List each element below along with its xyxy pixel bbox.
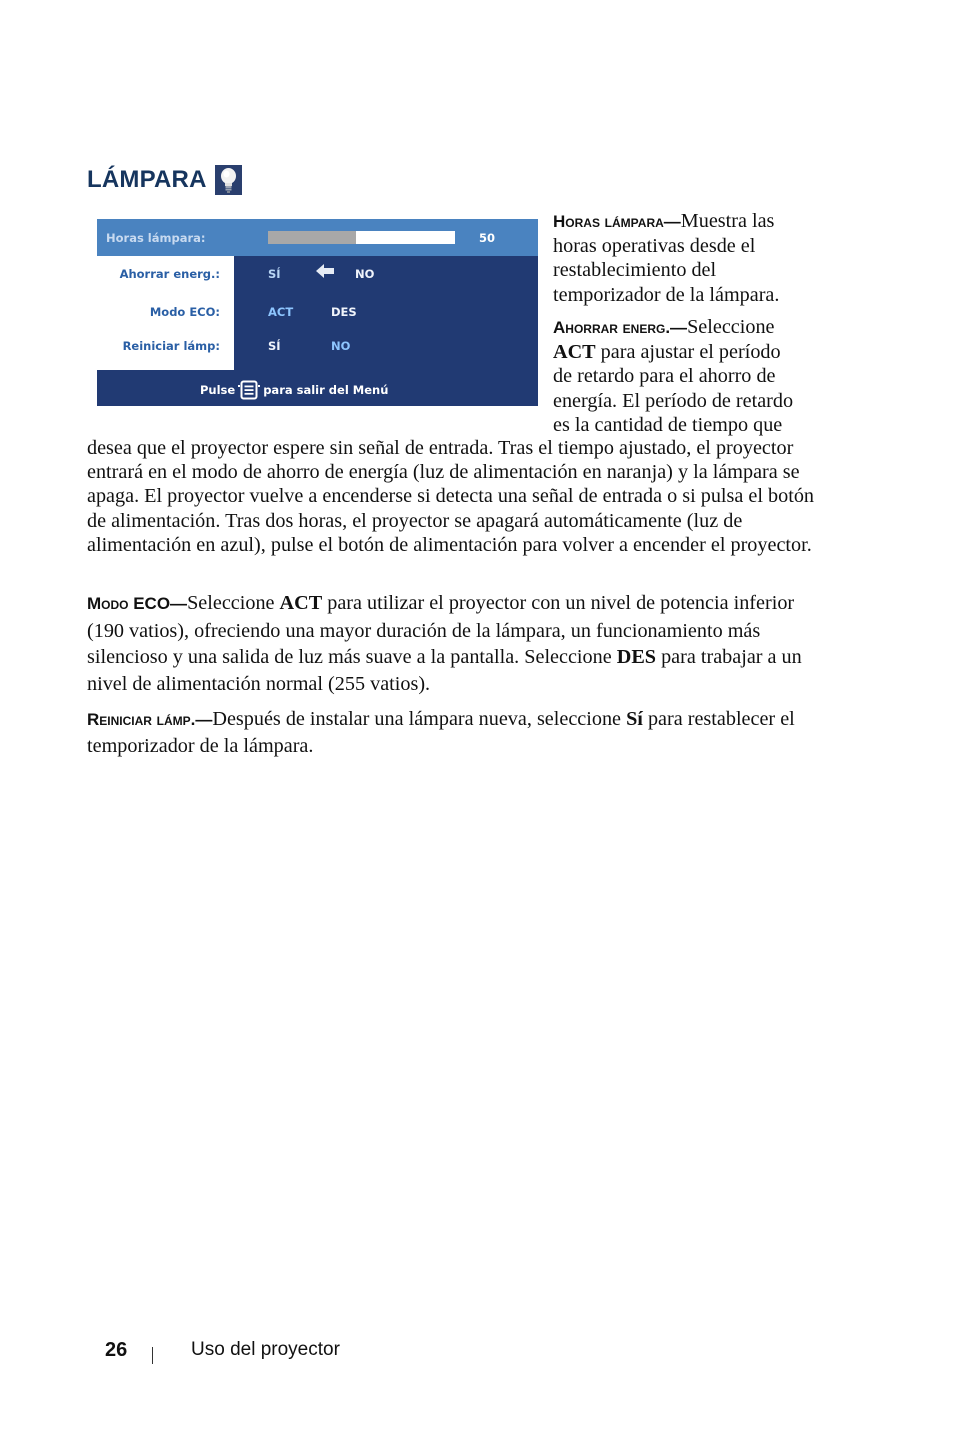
power-save-line-4: energía. El período de retardo (553, 389, 794, 412)
eco-mode-text-3: para trabajar a un nivel de alimentación normal (255 vatios). (87, 646, 802, 695)
power-save-option-yes: SÍ (268, 267, 281, 281)
footer-divider (152, 1347, 153, 1364)
eco-mode-option-des: DES (331, 305, 357, 319)
osd-label-eco-mode: Modo ECO: (149, 305, 220, 319)
lamp-reset-si-label: Sí (626, 708, 643, 730)
eco-mode-act-label: ACT (279, 592, 323, 614)
power-save-line-3: de retardo para el ahorro de (553, 365, 776, 388)
lamp-hours-bar-fill (268, 231, 356, 244)
eco-mode-text-2: para utilizar el proyector con un nivel de potencia inferior (190 vatios), ofreciendo una mayor duración de la lámpara, un funcionamiento más silencioso y una salida de luz más suave a la pantalla. Seleccione (87, 592, 795, 668)
lamp-reset-option-yes: SÍ (268, 339, 281, 353)
eco-mode-option-act: ACT (268, 305, 294, 319)
eco-mode-term: Modo ECO— (87, 594, 188, 613)
lamp-reset-option-no: NO (331, 339, 351, 353)
lamp-reset-description (87, 706, 822, 759)
power-save-option-no: NO (355, 267, 375, 281)
back-arrow-icon (315, 262, 337, 283)
power-save-description-continued: desea que el proyector espere sin señal de entrada. Tras el tiempo ajustado, el proyector entrará en el modo de ahorro de energía (luz de alimentación en naranja) y la lámpara se apaga. El proyector vuelve a encenderse si detecta una señal de entrada o si pulsa el botón de alimentación. Tras dos horas, el proyector se apagará automáticamente (luz de alimentación en azul), pulse el botón de alimentación para volver a encender el proyector. (87, 437, 815, 556)
osd-exit-hint-suffix: para salir del Menú (263, 383, 389, 397)
eco-mode-text-1: Seleccione (187, 592, 280, 614)
lamp-hours-term: Horas lámpara— (553, 212, 681, 231)
power-save-act-label: ACT (553, 341, 596, 364)
lamp-osd-menu (97, 219, 538, 406)
osd-exit-hint (200, 380, 388, 400)
power-save-line-1: Seleccione (687, 316, 775, 338)
lamp-reset-text-2: para restablecer el temporizador de la lámpara. (87, 708, 795, 757)
menu-button-icon (238, 380, 260, 400)
lamp-reset-term: Reiniciar lámp.— (87, 710, 213, 729)
lamp-reset-text-1: Después de instalar una lámpara nueva, seleccione (212, 708, 627, 730)
footer-section-name: Uso del proyector (191, 1339, 340, 1360)
osd-label-lamp-hours: Horas lámpara: (106, 231, 206, 245)
power-save-line-5: es la cantidad de tiempo que (553, 413, 783, 436)
osd-label-lamp-reset: Reiniciar lámp: (122, 339, 220, 353)
lightbulb-icon (215, 165, 242, 195)
section-heading (87, 164, 242, 196)
power-save-description (553, 315, 828, 437)
eco-mode-description (87, 590, 822, 697)
osd-label-power-save: Ahorrar energ.: (119, 267, 220, 281)
power-save-line-2: para ajustar el período (595, 341, 781, 364)
eco-mode-des-label: DES (616, 646, 657, 668)
lamp-hours-bar (268, 231, 455, 244)
power-save-term: Ahorrar energ.— (553, 318, 688, 337)
lamp-hours-text: Muestra las horas operativas desde el restablecimiento del temporizador de la lámpara. (553, 210, 780, 306)
osd-exit-hint-prefix: Pulse (200, 383, 236, 397)
lamp-hours-value: 50 (479, 231, 496, 245)
page-number: 26 (105, 1339, 128, 1361)
lamp-hours-description (553, 209, 821, 307)
page-title: LÁMPARA (87, 166, 207, 193)
